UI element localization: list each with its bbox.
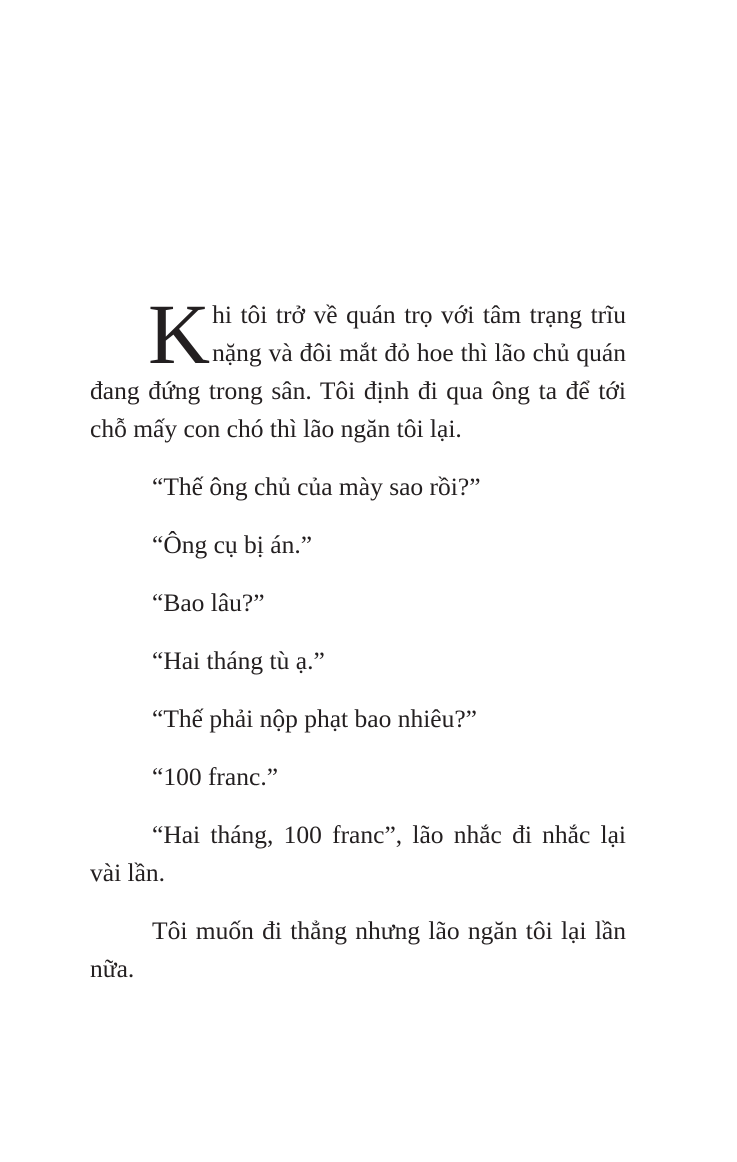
paragraph-narration-2: Tôi muốn đi thẳng nhưng lão ngăn tôi lại lần nữa. [90, 916, 626, 983]
paragraph-dialogue-6: “100 franc.” [152, 762, 279, 791]
paragraph-dialogue-1: “Thế ông chủ của mày sao rồi?” [152, 472, 481, 501]
opening-paragraph-text: hi tôi trở về quán trọ với tâm trạng trĩu nặng và đôi mắt đỏ hoe thì lão chủ quán đang đứng trong sân. Tôi định đi qua ông ta để tới chỗ mấy con chó thì lão ngăn tôi lại. [90, 300, 626, 443]
book-page [90, 286, 626, 1008]
opening-paragraph [90, 286, 626, 448]
paragraph-dialogue-5: “Thế phải nộp phạt bao nhiêu?” [152, 704, 478, 733]
paragraph-dialogue-4: “Hai tháng tù ạ.” [152, 646, 325, 675]
paragraph-dialogue-2: “Ông cụ bị án.” [152, 530, 313, 559]
drop-cap: K [148, 286, 211, 382]
paragraph-narration-1: “Hai tháng, 100 franc”, lão nhắc đi nhắc lại vài lần. [90, 820, 626, 887]
opening-paragraph-body [90, 286, 626, 448]
paragraph-dialogue-3: “Bao lâu?” [152, 588, 265, 617]
